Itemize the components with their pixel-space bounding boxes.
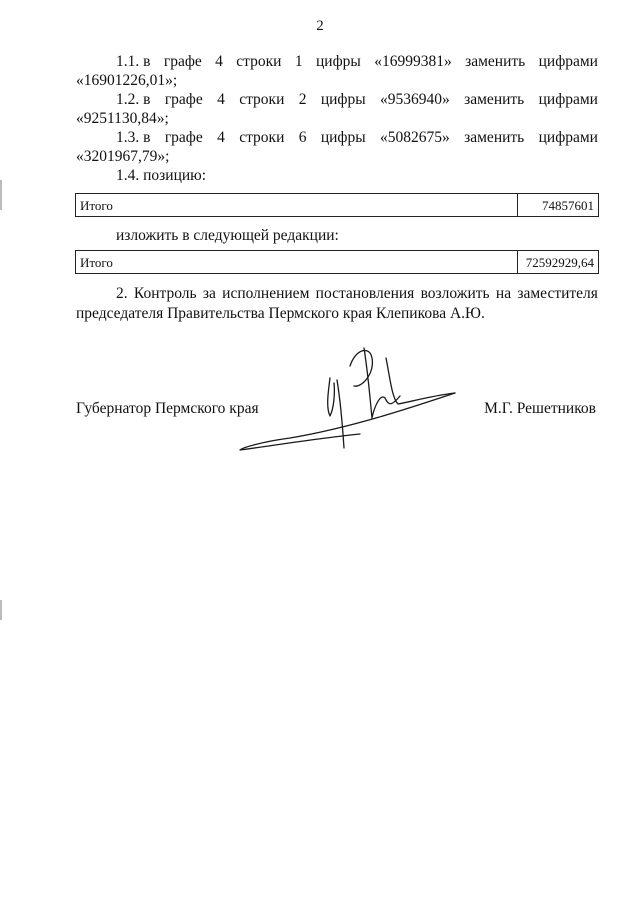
word: цифры (320, 91, 366, 108)
word: графе (164, 129, 203, 146)
word: 1.2. в (116, 91, 151, 108)
amendment-item-1-2 (76, 90, 598, 128)
amendment-item-1-3 (76, 128, 598, 166)
amendment-line (76, 90, 598, 109)
signatory-name: М.Г. Решетников (484, 400, 596, 417)
word: заменить (464, 91, 525, 108)
word: 1.1. в (116, 53, 151, 70)
word: 1 (294, 53, 303, 70)
table-new-position (75, 250, 599, 274)
amendment-line (76, 128, 598, 147)
word: на (495, 285, 512, 302)
table-cell-label: Итого (76, 251, 518, 273)
amendment-new-value: «3201967,79»; (76, 148, 170, 165)
table-cell-label: Итого (76, 194, 518, 216)
page-number: 2 (316, 18, 324, 34)
word: постановления (315, 285, 415, 302)
word: «16999381» (374, 53, 452, 70)
word: цифрами (538, 129, 598, 146)
scan-margin-mark (0, 600, 2, 620)
word: 4 (217, 129, 225, 146)
word: возложить (420, 285, 490, 302)
word: за (202, 285, 216, 302)
amendment-new-value: «9251130,84»; (76, 110, 169, 127)
paragraph-line (76, 284, 598, 304)
word: строки (239, 129, 285, 146)
paragraph-2 (76, 284, 598, 324)
word: 2 (298, 91, 307, 108)
table-cell-value: 72592929,64 (525, 255, 594, 270)
word: цифры (316, 53, 361, 70)
amendment-line (76, 52, 598, 71)
word: «9536940» (380, 91, 450, 108)
word: Контроль (133, 285, 197, 302)
word: 4 (217, 91, 225, 108)
amendment-item-1-4: 1.4. позицию: (116, 167, 207, 184)
word: 6 (298, 129, 307, 146)
word: строки (236, 53, 282, 70)
word: 1.3. в (116, 129, 151, 146)
word: заменить (465, 53, 526, 70)
handwritten-signature-icon (230, 338, 490, 458)
word: 4 (215, 53, 223, 70)
word: исполнением (222, 285, 310, 302)
scan-margin-mark (0, 180, 2, 210)
word: цифрами (538, 53, 598, 70)
word: заменить (464, 129, 525, 146)
amendment-item-1-1 (76, 52, 598, 90)
table-old-position (75, 193, 599, 217)
word: «5082675» (380, 129, 450, 146)
word: цифрами (538, 91, 598, 108)
word: цифры (320, 129, 366, 146)
word: графе (163, 53, 202, 70)
table-cell-value: 74857601 (542, 198, 594, 213)
word: графе (164, 91, 203, 108)
signatory-title: Губернатор Пермского края (76, 400, 259, 417)
word: заместителя (517, 285, 598, 302)
word: 2. (116, 285, 128, 302)
paragraph-line: председателя Правительства Пермского края Клепикова А.Ю. (76, 305, 485, 322)
word: строки (239, 91, 285, 108)
amendment-new-value: «16901226,01»; (76, 72, 178, 89)
restate-text: изложить в следующей редакции: (116, 227, 339, 244)
